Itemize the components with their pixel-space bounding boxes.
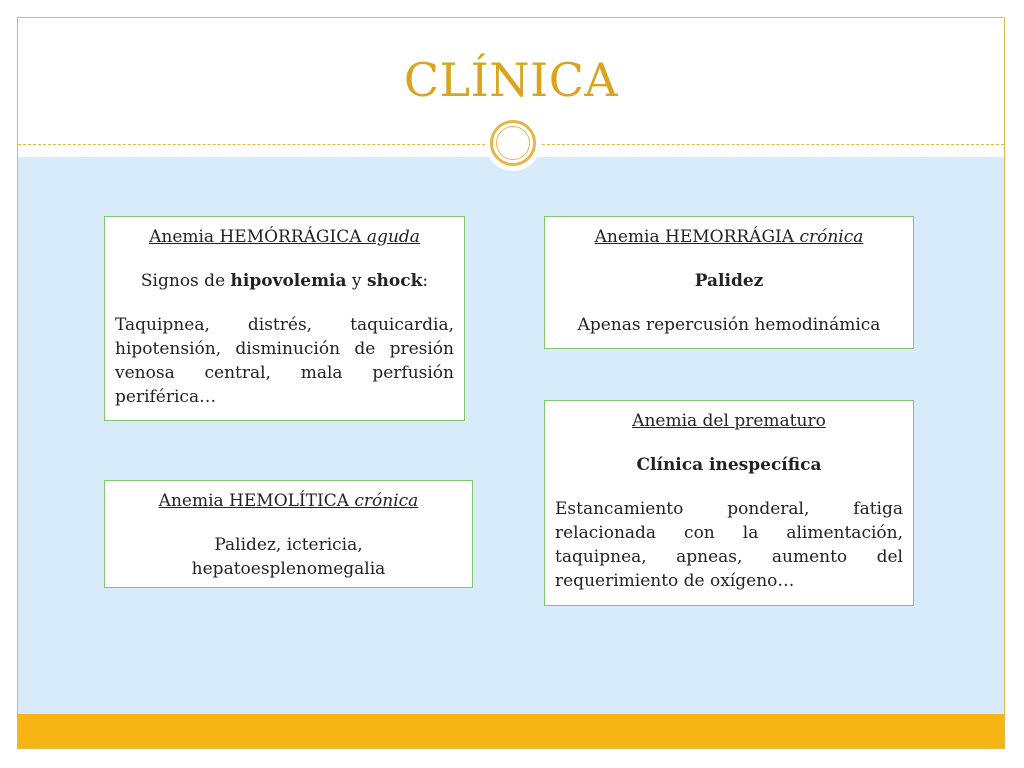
box-body-line-1: Palidez, ictericia, [214, 535, 363, 555]
slide-title: CLÍNICA [403, 53, 619, 107]
box-bold-line [555, 453, 903, 477]
box-hemorragia-cronica [544, 216, 914, 349]
box-body: Estancamiento ponderal, fatiga relacionada con la alimentación, taquipnea, apneas, aumento del requerimiento de oxígeno… [555, 499, 903, 591]
signos-bold-shock: shock [366, 271, 423, 291]
box-prematuro [544, 400, 914, 606]
box-heading [555, 225, 903, 249]
signos-suffix: : [422, 271, 429, 291]
box-heading [115, 489, 462, 513]
box-body-line-2: hepatoesplenomegalia [191, 559, 386, 579]
box-body: Taquipnea, distrés, taquicardia, hipotensión, disminución de presión venosa central, mala perfusión periférica… [115, 315, 454, 407]
box-heading [115, 225, 454, 249]
box-body: Apenas repercusión hemodinámica [577, 315, 881, 335]
heading-italic: crónica [799, 227, 864, 247]
box-hemorragica-aguda [104, 216, 465, 421]
heading-italic: aguda [366, 227, 420, 247]
signos-prefix: Signos de [140, 271, 231, 291]
heading-main: Anemia HEMOLÍTICA [158, 491, 355, 511]
footer-bar [18, 714, 1004, 748]
heading-main: Anemia HEMORRÁGIA [594, 227, 800, 247]
slide-frame [17, 17, 1005, 749]
inner-ring [496, 126, 530, 160]
signos-line [115, 269, 454, 293]
heading-italic: crónica [354, 491, 419, 511]
signos-mid: y [346, 271, 367, 291]
box-heading: Anemia del prematuro [632, 411, 826, 431]
double-ring-circle-icon [485, 115, 541, 171]
signos-bold-hipovolemia: hipovolemia [230, 271, 347, 291]
heading-main: Anemia HEMÓRRÁGICA [149, 227, 367, 247]
box-bold-line [555, 269, 903, 293]
bold-text: Clínica inespecífica [636, 455, 822, 475]
bold-text: Palidez [694, 271, 764, 291]
box-hemolitica-cronica [104, 480, 473, 588]
